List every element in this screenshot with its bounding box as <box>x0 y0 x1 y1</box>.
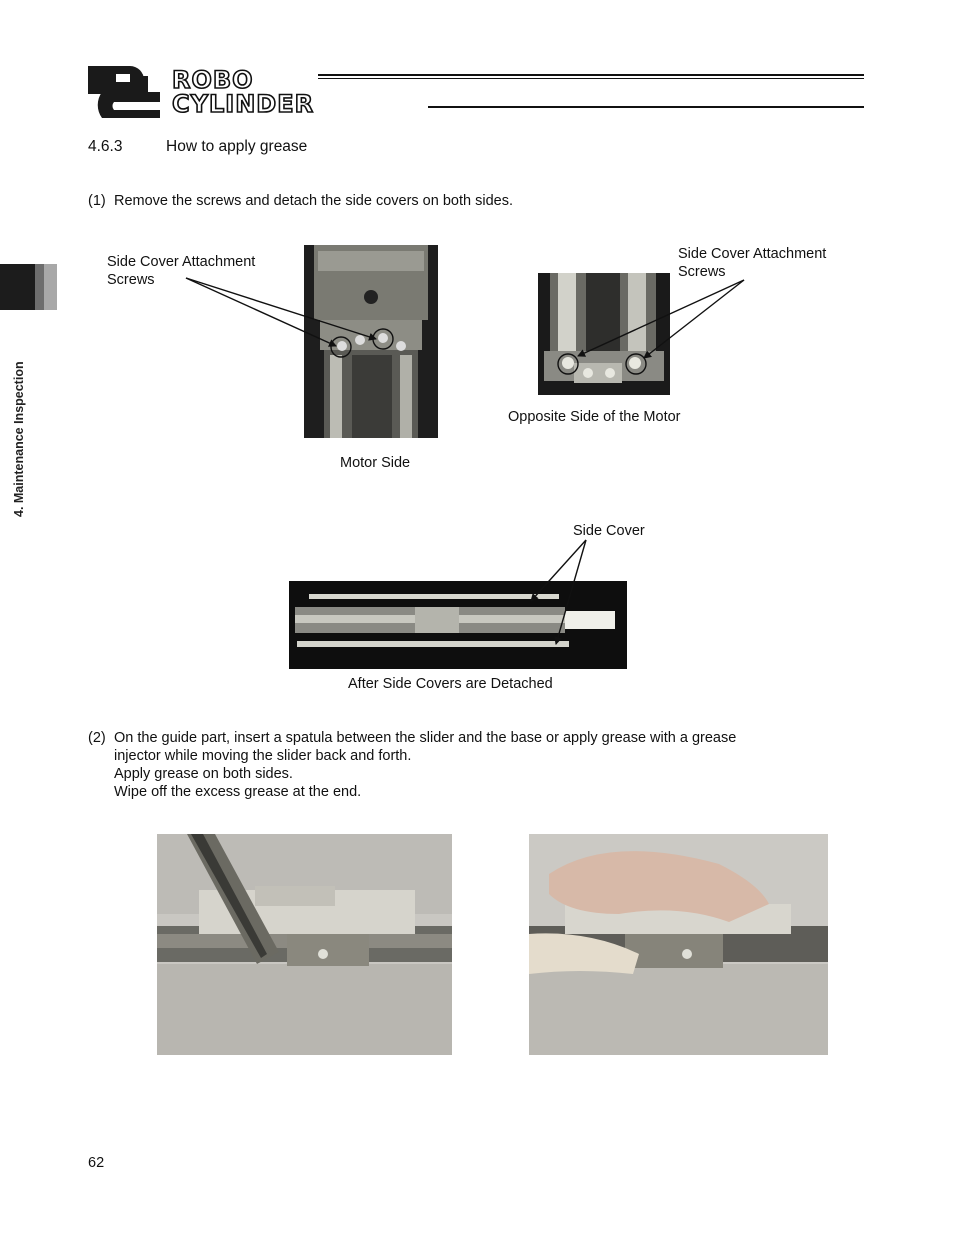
photo-spatula-grease <box>157 834 452 1055</box>
caption-opposite-side: Opposite Side of the Motor <box>508 409 681 425</box>
caption-motor-side: Motor Side <box>340 455 411 471</box>
step2-line4: Wipe off the excess grease at the end. <box>114 784 362 800</box>
right-callout-line1: Side Cover Attachment <box>678 246 827 262</box>
step2-line3: Apply grease on both sides. <box>114 766 293 782</box>
callout-side-cover: Side Cover <box>573 523 645 539</box>
section-title: How to apply grease <box>166 138 308 155</box>
photo-injector-grease <box>529 834 828 1055</box>
step2-line2: injector while moving the slider back and forth. <box>114 748 412 764</box>
logo-text-cylinder: CYLINDER <box>172 90 315 118</box>
section-number: 4.6.3 <box>88 138 123 155</box>
right-callout-line2: Screws <box>678 264 726 280</box>
step1-text: Remove the screws and detach the side covers on both sides. <box>114 193 513 209</box>
left-callout-line2: Screws <box>107 272 155 288</box>
left-callout-line1: Side Cover Attachment <box>107 254 256 270</box>
logo-text-robo: ROBO <box>172 66 254 94</box>
page-number: 62 <box>88 1155 105 1171</box>
step2-number: (2) <box>88 730 106 746</box>
chapter-label: 4. Maintenance Inspection <box>12 361 26 517</box>
step2-line1: On the guide part, insert a spatula between the slider and the base or apply grease with a grease <box>114 730 737 746</box>
step1-number: (1) <box>88 193 106 209</box>
caption-covers-detached: After Side Covers are Detached <box>348 676 553 692</box>
